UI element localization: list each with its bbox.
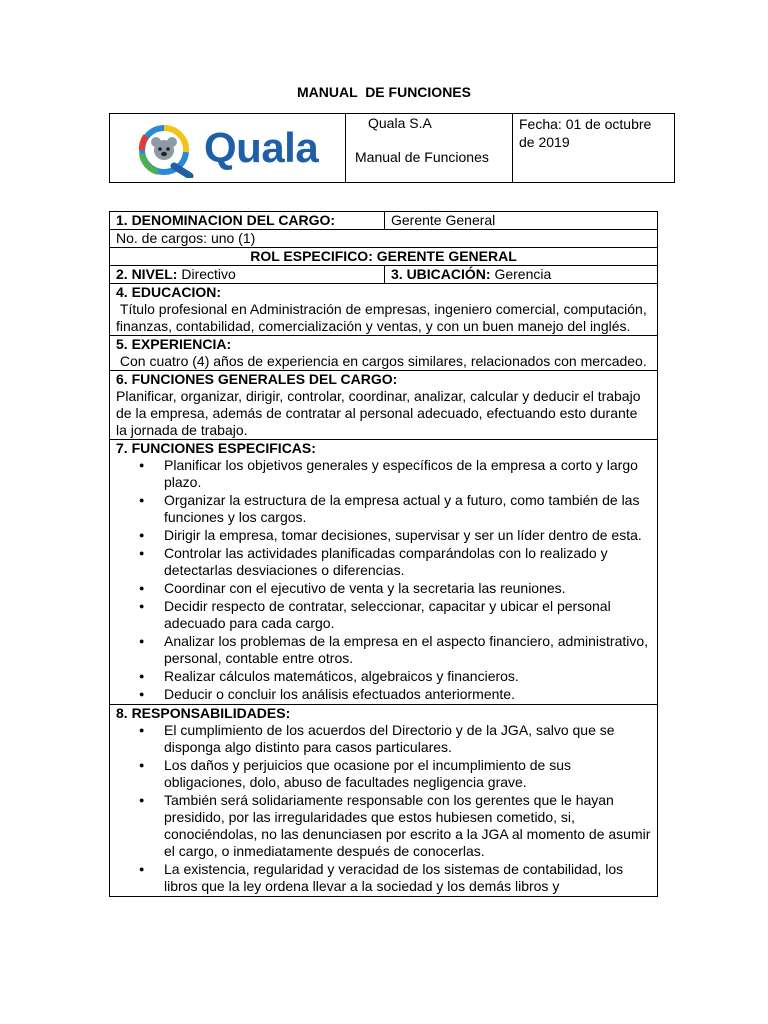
funciones-especificas-list [116,457,651,703]
list-item: ● Controlar las actividades planificadas comparándolas con lo realizado y detectarlas desviaciones o diferencias. [164,545,651,579]
experiencia-section [110,336,658,371]
list-item: ● Analizar los problemas de la empresa en el aspecto financiero, administrativo, personal, contable entre otros. [164,633,651,667]
list-item: ● Realizar cálculos matemáticos, algebraicos y financieros. [164,668,651,685]
manual-cell [346,114,513,182]
nivel-value: Directivo [181,266,236,282]
responsabilidades-list [116,722,651,895]
educacion-label: 4. EDUCACION: [116,284,222,300]
ubicacion-value: Gerencia [494,266,552,282]
list-item: ● Organizar la estructura de la empresa actual y a futuro, como también de las funciones y los cargos. [164,492,651,526]
funciones-generales-label: 6. FUNCIONES GENERALES DEL CARGO: [116,371,398,387]
funciones-generales-text: Planificar, organizar, dirigir, controlar, coordinar, analizar, calcular y deducir el trabajo de la empresa, además de contratar al personal adecuado, efectuando esto durante la jornada de trabajo. [116,388,641,438]
list-item: ● El cumplimiento de los acuerdos del Directorio y de la JGA, salvo que se disponga algo distinto para casos particulares. [164,722,651,756]
ubicacion-cell [385,266,658,284]
list-item: ● Coordinar con el ejecutivo de venta y la secretaria las reuniones. [164,580,651,597]
responsabilidades-label: 8. RESPONSABILIDADES: [116,705,291,721]
list-item: ● También será solidariamente responsable con los gerentes que le hayan presidido, por las irregularidades que estos hubiesen cometido, si, conociéndolas, no las denunciasen por escrito a la JGA al momento de asumir el cargo, o inmediatamente después de conocerlas. [164,792,651,860]
funciones-especificas-section [110,440,658,705]
list-item: ● Deducir o concluir los análisis efectuados anteriormente. [164,686,651,703]
educacion-text: Título profesional en Administración de empresas, ingeniero comercial, computación, finanzas, contabilidad, comercialización y ventas, y con un buen manejo del inglés. [116,301,651,334]
nivel-label: 2. NIVEL: [116,266,178,282]
header-table [109,113,675,183]
list-item: ● Planificar los objetivos generales y específicos de la empresa a corto y largo plazo. [164,457,651,491]
num-cargos: No. de cargos: uno (1) [110,230,658,248]
list-item: ● Los daños y perjuicios que ocasione por el incumplimiento de sus obligaciones, dolo, abuso de facultades negligencia grave. [164,757,651,791]
logo-text: Quala [204,124,319,171]
experiencia-label: 5. EXPERIENCIA: [116,336,232,352]
nivel-cell [110,266,385,284]
manual-name: Manual de Funciones [355,149,489,165]
educacion-section [110,284,658,336]
funciones-generales-section [110,371,658,440]
ubicacion-label: 3. UBICACIÓN: [391,266,491,282]
quala-logo [134,122,334,178]
rol-especifico: ROL ESPECIFICO: GERENTE GENERAL [110,248,658,266]
functions-table [109,211,658,897]
logo-cell [110,114,346,182]
document-title: MANUAL DE FUNCIONES [297,84,471,100]
list-item: ● La existencia, regularidad y veracidad de los sistemas de contabilidad, los libros que la ley ordena llevar a la sociedad y los demás libros y [164,861,651,895]
company-name: Quala S.A [368,115,432,131]
date-cell: Fecha: 01 de octubre de 2019 [519,116,652,150]
experiencia-text: Con cuatro (4) años de experiencia en cargos similares, relacionados con mercadeo. [116,353,647,369]
list-item: ● Decidir respecto de contratar, seleccionar, capacitar y ubicar el personal adecuado para cada cargo. [164,598,651,632]
cargo-label: 1. DENOMINACION DEL CARGO: [110,212,385,230]
cargo-value: Gerente General [385,212,658,230]
list-item: ● Dirigir la empresa, tomar decisiones, supervisar y ser un líder dentro de esta. [164,527,651,544]
responsabilidades-section [110,705,658,897]
funciones-especificas-label: 7. FUNCIONES ESPECIFICAS: [116,440,316,456]
quala-logo-icon [134,122,204,178]
